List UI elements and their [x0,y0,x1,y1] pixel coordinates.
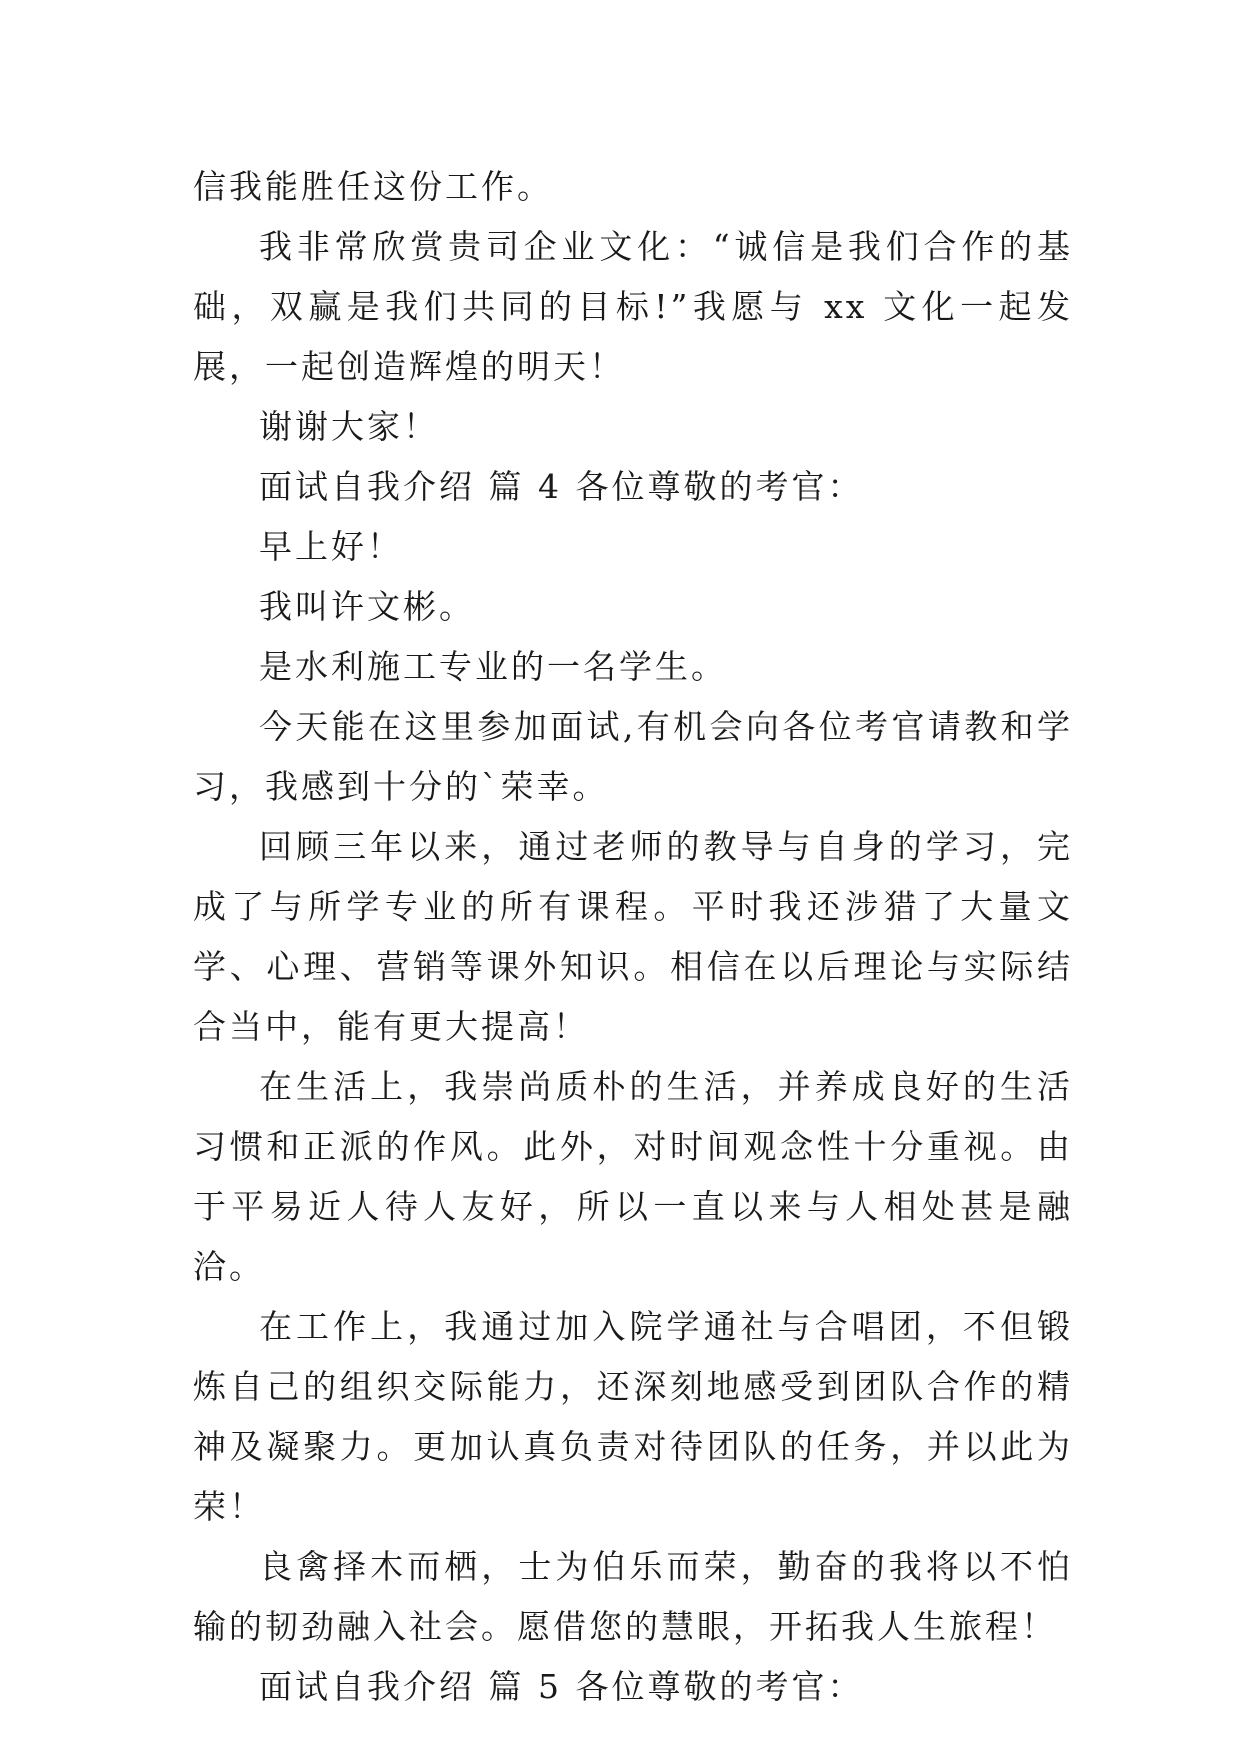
section-heading-part-5: 面试自我介绍 篇 5 各位尊敬的考官： [259,1667,864,1706]
paragraph-corporate-culture: 我非常欣赏贵司企业文化：“诚信是我们合作的基础，双赢是我们共同的目标!”我愿与 xx 文化一起发展，一起创造辉煌的明天！ [193,227,1073,386]
paragraph-thanks: 谢谢大家！ [259,407,439,446]
paragraph-greeting: 早上好！ [259,527,403,566]
paragraph-closing: 良禽择木而栖，士为伯乐而荣，勤奋的我将以不怕输的韧劲融入社会。愿借您的慧眼，开拓我人生旅程！ [193,1547,1073,1646]
paragraph-life: 在生活上，我崇尚质朴的生活，并养成良好的生活习惯和正派的作风。此外，对时间观念性十分重视。由于平易近人待人友好，所以一直以来与人相处甚是融洽。 [193,1067,1073,1286]
document-body [193,157,1073,1717]
paragraph-continuation: 信我能胜任这份工作。 [193,167,553,206]
paragraph-major: 是水利施工专业的一名学生。 [259,647,727,686]
paragraph-honor: 今天能在这里参加面试,有机会向各位考官请教和学习，我感到十分的`荣幸。 [193,707,1073,806]
paragraph-work: 在工作上，我通过加入院学通社与合唱团，不但锻炼自己的组织交际能力，还深刻地感受到团队合作的精神及凝聚力。更加认真负责对待团队的任务，并以此为荣！ [193,1307,1073,1526]
paragraph-study: 回顾三年以来，通过老师的教导与自身的学习，完成了与所学专业的所有课程。平时我还涉猎了大量文学、心理、营销等课外知识。相信在以后理论与实际结合当中，能有更大提高！ [193,827,1073,1046]
section-heading-part-4: 面试自我介绍 篇 4 各位尊敬的考官： [259,467,864,506]
paragraph-name: 我叫许文彬。 [259,587,475,626]
